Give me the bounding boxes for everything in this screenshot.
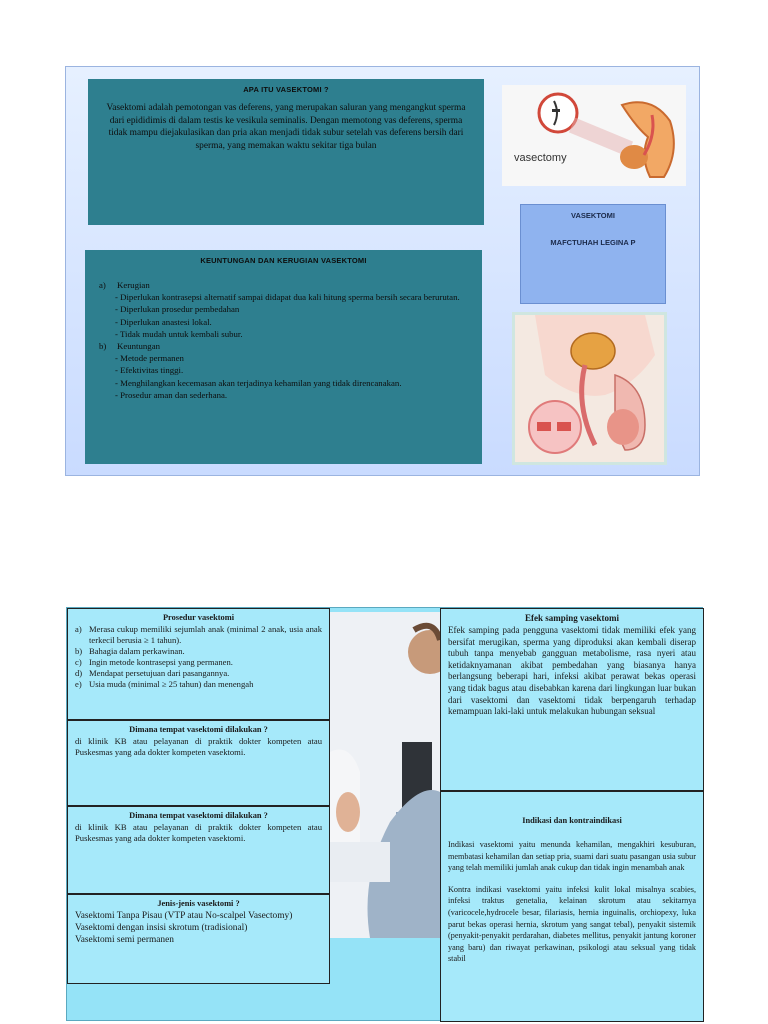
- list-item: - Diperlukan prosedur pembedahan: [115, 304, 240, 315]
- location-box-2: [67, 806, 330, 894]
- list-item: Merasa cukup memiliki sejumlah anak (minimal 2 anak, usia anak terkecil berusia ≥ 1 tahun).: [89, 624, 322, 645]
- location-box-1: [67, 720, 330, 806]
- list-item: - Prosedur aman dan sederhana.: [115, 389, 228, 400]
- pros-cons-box: [85, 250, 482, 464]
- pros-heading: Keuntungan: [117, 341, 160, 352]
- list-item: Ingin metode kontrasepsi yang permanen.: [89, 657, 233, 667]
- location-body: di klinik KB atau pelayanan di praktik dokter kompeten atau Puskesmas yang ada dokter kompeten vasektomi.: [75, 736, 322, 757]
- brochure-page-2: [66, 607, 703, 1021]
- cons-heading: Kerugian: [117, 280, 150, 290]
- what-is-vasectomy-title: APA ITU VASEKTOMI ?: [243, 85, 329, 94]
- location-title: Dimana tempat vasektomi dilakukan ?: [129, 725, 268, 734]
- what-is-vasectomy-box: [88, 79, 484, 225]
- list-item: Vasektomi semi permanen: [75, 935, 174, 945]
- list-item: - Menghilangkan kecemasan akan terjadinya kehamilan yang tidak direncanakan.: [115, 377, 402, 388]
- anatomy-illustration: [512, 312, 667, 465]
- list-item: Usia muda (minimal ≥ 25 tahun) dan menengah: [89, 679, 254, 689]
- list-marker: b): [99, 341, 107, 352]
- list-marker: d): [75, 668, 83, 678]
- list-marker: a): [99, 280, 106, 290]
- side-effects-body: Efek samping pada pengguna vasektomi tidak memiliki efek yang bersifat merugikan, sperma yang diproduksi akan kembali diserap tubuh tanpa menyebab gangguan metabolisme, rasa nyeri atau ketidaknyamanan akibat pembedahan yang biasanya hanya berlangsung beberapi hari, infeksi akibat perawat bekas operasi yang tidak bagus atau disebabkan karena dari lingkungan luar bukan dari vasektomi dan vasektomi tidak berpengaruh terhadap kemampuan laki-laki untuk melakukan hubungan seksual: [448, 625, 696, 717]
- what-is-vasectomy-body: Vasektomi adalah pemotongan vas deferens, yang merupakan saluran yang mengangkut sperma dari epididimis di dalam testis ke vesikula seminalis. Dengan memotong vas deferens, sperma tidak mampu diejakulasikan dan pria akan menjadi tidak subur setelah vas deferens bersih dari sperma, yang memakan waktu sekitar tiga bulan: [106, 103, 466, 151]
- contraindications-body: Kontra indikasi vasektomi yaitu infeksi kulit lokal misalnya scabies, infeksi traktus genetalia, kelainan skrotum atau sekitarnya (varicocele,hydrocele besar, filariasis, hernia inguinalis, orchiopexy, luka parut bekas operasi hernia, skrotum yang sangat tebal), penyakit sistemik (penyakit-penyakit perdarahan, diabetes mellitus, penyakit jantung koroner yang baru) dan riwayat perkawinan, psikologi atau seksual yang tidak stabil: [448, 884, 696, 964]
- list-marker: c): [75, 657, 82, 667]
- list-item: Vasektomi Tanpa Pisau (VTP atau No-scalpel Vasectomy): [75, 911, 293, 921]
- doctor-consultation-photo: [330, 612, 440, 938]
- list-item: Mendapat persetujuan dari pasangannya.: [89, 668, 230, 678]
- pros-cons-title: KEUNTUNGAN DAN KERUGIAN VASEKTOMI: [200, 256, 367, 265]
- title-card-title: VASEKTOMI: [571, 211, 615, 220]
- title-card-author: MAFCTUHAH LEGINA P: [550, 238, 636, 247]
- procedure-box: [67, 608, 330, 720]
- indications-title: Indikasi dan kontraindikasi: [522, 816, 622, 825]
- list-item: Bahagia dalam perkawinan.: [89, 646, 185, 656]
- list-marker: b): [75, 646, 83, 656]
- procedure-title: Prosedur vasektomi: [162, 613, 235, 622]
- list-marker: e): [75, 679, 82, 689]
- list-item: Vasektomi dengan insisi skrotum (tradisional): [75, 923, 248, 933]
- list-item: - Diperlukan anastesi lokal.: [115, 316, 212, 327]
- vasectomy-image-label: vasectomy: [514, 152, 567, 164]
- list-item: - Metode permanen: [115, 353, 184, 364]
- list-item: - Diperlukan kontrasepsi alternatif sampai didapat dua kali hitung sperma bersih secara berurutan.: [115, 292, 460, 303]
- list-marker: a): [75, 624, 82, 634]
- list-item: - Tidak mudah untuk kembali subur.: [115, 328, 243, 339]
- location-title: Dimana tempat vasektomi dilakukan ?: [129, 811, 268, 820]
- indications-body: Indikasi vasektomi yaitu menunda kehamilan, mengakhiri kesuburan, membatasi kehamilan dan setiap pria, suami dari suatu pasangan usia subur yang telah memiliki jumlah anak cukup dan tidak ingin menambah anak: [448, 840, 696, 873]
- types-box: [67, 894, 330, 984]
- vasectomy-illustration: [502, 85, 686, 186]
- side-effects-box: [440, 608, 704, 791]
- types-title: Jenis-jenis vasektomi ?: [157, 899, 240, 908]
- brochure-page-1: [65, 66, 700, 476]
- location-body: di klinik KB atau pelayanan di praktik dokter kompeten atau Puskesmas yang ada dokter kompeten vasektomi.: [75, 822, 322, 843]
- side-effects-title: Efek samping vasektomi: [524, 613, 619, 623]
- title-card: [520, 204, 666, 304]
- list-item: - Efektivitas tinggi.: [115, 365, 184, 376]
- indications-box: [440, 791, 704, 1022]
